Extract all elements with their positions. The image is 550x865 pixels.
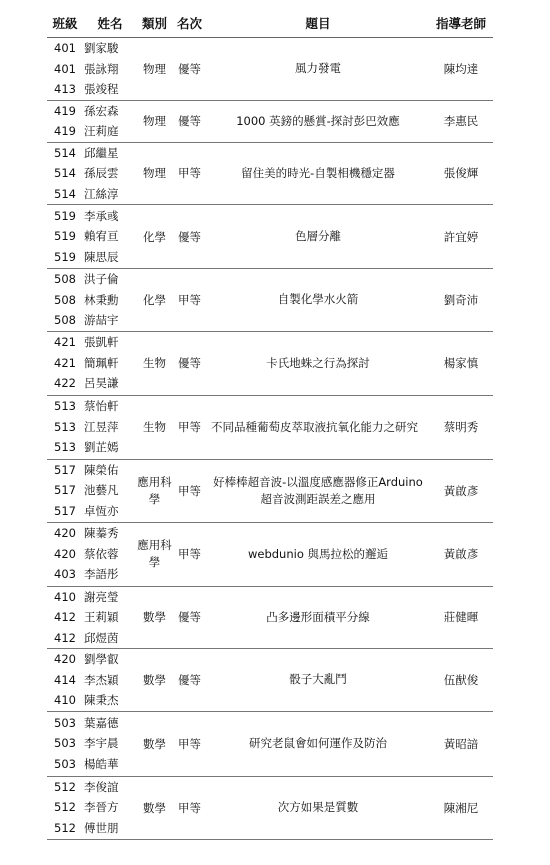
title-cell: 1000 英鎊的懸賞-探討彭巴效應 <box>207 100 429 142</box>
category-cell: 物理 <box>137 142 172 205</box>
table-row <box>47 205 493 269</box>
class-number: 514 <box>54 145 76 160</box>
category-cell: 數學 <box>137 586 172 649</box>
student-name: 楊皓華 <box>84 756 119 771</box>
class-cell <box>47 100 83 142</box>
class-cell <box>47 142 83 205</box>
class-number: 503 <box>54 756 76 771</box>
title-cell: 風力發電 <box>207 38 429 101</box>
student-name: 葉嘉德 <box>84 715 119 730</box>
table-row <box>47 649 493 712</box>
advisor-cell: 莊健暉 <box>429 586 493 649</box>
rank-cell: 甲等 <box>172 459 207 522</box>
class-cell <box>47 205 83 269</box>
header-rank: 名次 <box>172 9 207 38</box>
class-number: 512 <box>54 820 76 835</box>
names-cell <box>83 649 137 712</box>
category-cell: 應用科學 <box>137 459 172 522</box>
category-cell: 數學 <box>137 649 172 712</box>
rank-cell: 優等 <box>172 100 207 142</box>
student-name: 邱煜茵 <box>84 630 119 645</box>
names-cell <box>83 331 137 395</box>
category-cell: 物理 <box>137 38 172 101</box>
rank-cell: 優等 <box>172 38 207 101</box>
category-cell: 化學 <box>137 269 172 332</box>
advisor-cell: 伍猷俊 <box>429 649 493 712</box>
rank-cell: 甲等 <box>172 776 207 839</box>
title-cell: 凸多邊形面積平分線 <box>207 586 429 649</box>
rank-cell: 優等 <box>172 205 207 269</box>
category-cell: 化學 <box>137 205 172 269</box>
names-cell <box>83 776 137 839</box>
rank-cell: 甲等 <box>172 522 207 586</box>
student-name: 李承彧 <box>84 208 119 223</box>
student-name: 王莉穎 <box>84 610 119 624</box>
class-cell <box>47 459 83 522</box>
table-header <box>47 9 493 38</box>
rank-cell: 甲等 <box>172 395 207 459</box>
rank-cell: 甲等 <box>172 711 207 776</box>
advisor-cell: 黃昭諳 <box>429 711 493 776</box>
title-cell: 色層分離 <box>207 205 429 269</box>
table-row <box>47 459 493 522</box>
class-number: 420 <box>54 546 76 561</box>
table-row <box>47 331 493 395</box>
names-cell <box>83 100 137 142</box>
table-body <box>47 38 493 840</box>
rank-cell: 優等 <box>172 586 207 649</box>
class-number: 503 <box>54 736 76 751</box>
category-cell: 生物 <box>137 395 172 459</box>
class-cell <box>47 649 83 712</box>
table-row <box>47 395 493 459</box>
advisor-cell: 李惠民 <box>429 100 493 142</box>
names-cell <box>83 38 137 101</box>
class-number: 421 <box>54 335 76 350</box>
class-number: 519 <box>54 229 76 244</box>
student-name: 陳思辰 <box>84 249 119 264</box>
student-name: 李語彤 <box>84 567 119 582</box>
class-number: 412 <box>54 610 76 624</box>
award-table <box>47 9 493 840</box>
student-name: 李杰穎 <box>84 672 119 687</box>
class-number: 419 <box>54 124 76 138</box>
header-name: 姓名 <box>83 9 137 38</box>
advisor-cell: 劉奇沛 <box>429 269 493 332</box>
class-number: 414 <box>54 672 76 687</box>
student-name: 陳蓁秀 <box>84 526 119 541</box>
names-cell <box>83 269 137 332</box>
advisor-cell: 陳均達 <box>429 38 493 101</box>
class-number: 514 <box>54 186 76 201</box>
class-cell <box>47 269 83 332</box>
category-cell: 生物 <box>137 331 172 395</box>
title-cell: 不同品種葡萄皮萃取液抗氧化能力之研究 <box>207 395 429 459</box>
category-cell: 應用科學 <box>137 522 172 586</box>
advisor-cell: 張俊輝 <box>429 142 493 205</box>
names-cell <box>83 142 137 205</box>
advisor-cell: 陳湘尼 <box>429 776 493 839</box>
class-number: 419 <box>54 103 76 118</box>
student-name: 陳榮佑 <box>84 462 119 477</box>
student-name: 張凱軒 <box>84 335 119 350</box>
student-name: 劉芷嫣 <box>84 440 119 455</box>
title-cell: 骰子大亂鬥 <box>207 649 429 712</box>
class-number: 410 <box>54 589 76 604</box>
names-cell <box>83 395 137 459</box>
student-name: 李宇晨 <box>84 736 119 751</box>
student-name: 孫宏森 <box>84 103 119 118</box>
student-name: 呂昊謙 <box>84 376 119 391</box>
table-row <box>47 142 493 205</box>
header-category: 類別 <box>137 9 172 38</box>
class-number: 401 <box>54 61 76 76</box>
title-cell: webdunio 與馬拉松的邂逅 <box>207 522 429 586</box>
class-number: 422 <box>54 376 76 391</box>
class-number: 517 <box>54 483 76 498</box>
class-number: 512 <box>54 800 76 815</box>
student-name: 簡珮軒 <box>84 355 119 370</box>
class-number: 508 <box>54 313 76 327</box>
title-cell: 研究老鼠會如何運作及防治 <box>207 711 429 776</box>
student-name: 游喆宇 <box>84 313 119 327</box>
class-number: 503 <box>54 715 76 730</box>
class-cell <box>47 776 83 839</box>
table-row <box>47 711 493 776</box>
table-row <box>47 586 493 649</box>
student-name: 卓恆亦 <box>84 503 119 518</box>
names-cell <box>83 459 137 522</box>
student-name: 江昱萍 <box>84 419 119 434</box>
student-name: 賴宥亘 <box>84 229 119 244</box>
class-number: 512 <box>54 779 76 794</box>
rank-cell: 優等 <box>172 331 207 395</box>
class-number: 519 <box>54 249 76 264</box>
class-cell <box>47 395 83 459</box>
class-cell <box>47 711 83 776</box>
table-row <box>47 38 493 101</box>
category-cell: 數學 <box>137 776 172 839</box>
class-number: 517 <box>54 503 76 518</box>
advisor-cell: 黃啟彥 <box>429 522 493 586</box>
class-number: 401 <box>54 41 76 55</box>
class-cell <box>47 522 83 586</box>
student-name: 李晉方 <box>84 800 119 815</box>
rank-cell: 優等 <box>172 649 207 712</box>
rank-cell: 甲等 <box>172 142 207 205</box>
class-number: 420 <box>54 526 76 541</box>
class-number: 513 <box>54 399 76 414</box>
class-number: 514 <box>54 166 76 180</box>
student-name: 江絲淳 <box>84 186 119 201</box>
student-name: 蔡怡軒 <box>84 399 119 414</box>
class-number: 519 <box>54 208 76 223</box>
student-name: 蔡依蓉 <box>84 546 119 561</box>
class-cell <box>47 38 83 101</box>
student-name: 林秉勳 <box>84 292 119 307</box>
category-cell: 數學 <box>137 711 172 776</box>
advisor-cell: 蔡明秀 <box>429 395 493 459</box>
student-name: 謝亮瑩 <box>84 589 119 604</box>
class-cell <box>47 586 83 649</box>
student-name: 陳秉杰 <box>84 693 119 707</box>
header-title: 題目 <box>207 9 429 38</box>
advisor-cell: 許宜婷 <box>429 205 493 269</box>
class-number: 412 <box>54 630 76 645</box>
class-number: 508 <box>54 292 76 307</box>
table-row <box>47 269 493 332</box>
class-number: 508 <box>54 272 76 286</box>
class-number: 517 <box>54 462 76 477</box>
student-name: 張竣程 <box>84 82 119 96</box>
title-cell: 次方如果是質數 <box>207 776 429 839</box>
student-name: 劉學叡 <box>84 652 119 666</box>
category-cell: 物理 <box>137 100 172 142</box>
class-cell <box>47 331 83 395</box>
class-number: 513 <box>54 419 76 434</box>
student-name: 張詠翔 <box>84 61 119 76</box>
header-class: 班級 <box>47 9 83 38</box>
title-cell: 好棒棒超音波-以溫度感應器修正Arduino 超音波測距誤差之應用 <box>207 459 429 522</box>
title-cell: 卡氏地蛛之行為探討 <box>207 331 429 395</box>
advisor-cell: 黃啟彥 <box>429 459 493 522</box>
student-name: 劉家駿 <box>84 41 119 55</box>
class-number: 410 <box>54 693 76 707</box>
student-name: 孫辰雲 <box>84 166 119 180</box>
names-cell <box>83 205 137 269</box>
table-row <box>47 100 493 142</box>
table-row <box>47 522 493 586</box>
header-advisor: 指導老師 <box>429 9 493 38</box>
table-row <box>47 776 493 839</box>
student-name: 汪莉庭 <box>84 124 119 138</box>
class-number: 421 <box>54 355 76 370</box>
title-cell: 留住美的時光-自製相機穩定器 <box>207 142 429 205</box>
names-cell <box>83 522 137 586</box>
student-name: 池藝凡 <box>84 483 119 498</box>
class-number: 403 <box>54 567 76 582</box>
student-name: 傅世朋 <box>84 820 119 835</box>
class-number: 413 <box>54 82 76 96</box>
title-cell: 自製化學水火箭 <box>207 269 429 332</box>
names-cell <box>83 711 137 776</box>
student-name: 洪子倫 <box>84 272 119 286</box>
class-number: 513 <box>54 440 76 455</box>
rank-cell: 甲等 <box>172 269 207 332</box>
student-name: 邱繼星 <box>84 145 119 160</box>
class-number: 420 <box>54 652 76 666</box>
names-cell <box>83 586 137 649</box>
student-name: 李俊誼 <box>84 779 119 794</box>
advisor-cell: 楊家慎 <box>429 331 493 395</box>
